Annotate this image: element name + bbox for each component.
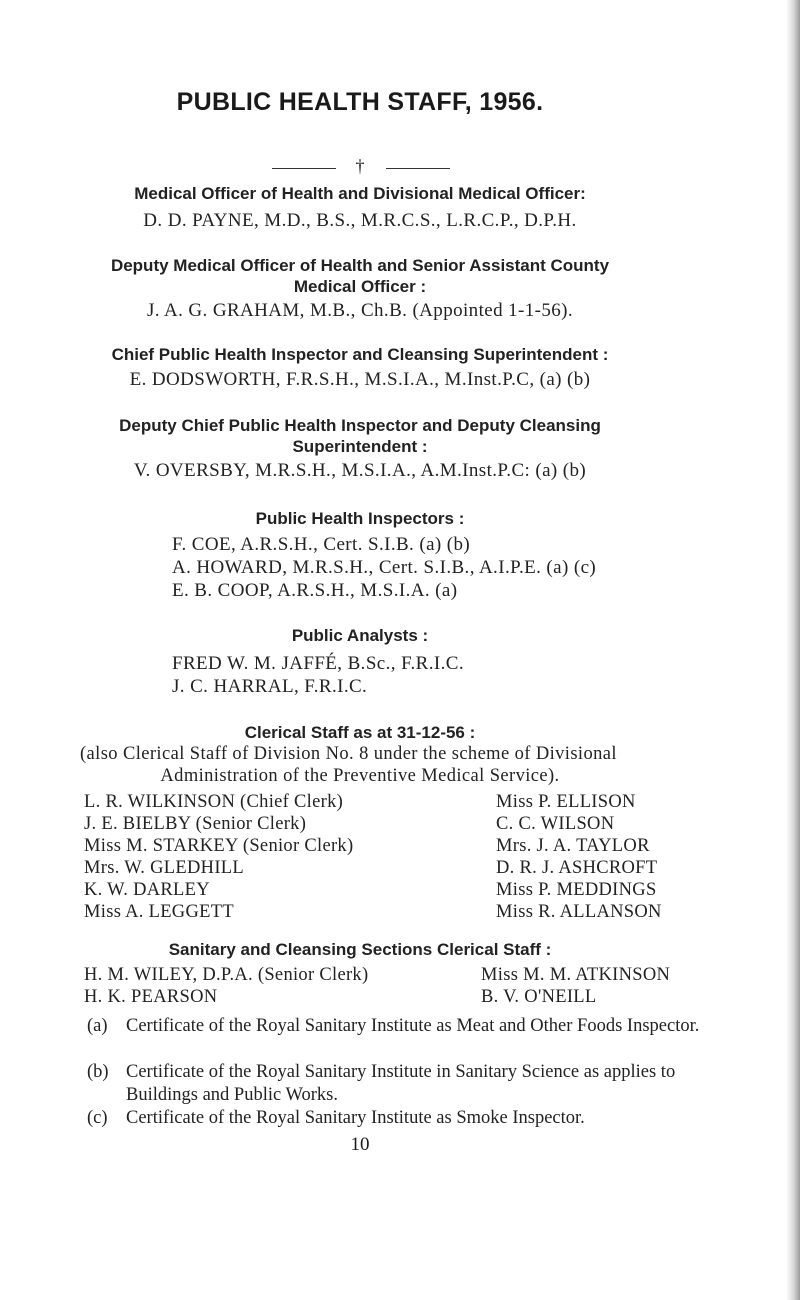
deputy-moh-name: J. A. G. GRAHAM, M.B., Ch.B. (Appointed 1-1-56). [146, 300, 574, 321]
deputy-chief-phi-name: V. OVERSBY, M.R.S.H., M.S.I.A., A.M.Inst.P.C: (a) (b) [133, 460, 587, 481]
deputy-moh-heading-1: Deputy Medical Officer of Health and Senior Assistant County [110, 256, 610, 275]
moh-name: D. D. PAYNE, M.D., B.S., M.R.C.S., L.R.C.P., D.P.H. [143, 210, 577, 231]
phi-line: F. COE, A.R.S.H., Cert. S.I.B. (a) (b) [172, 534, 471, 555]
analysts-heading: Public Analysts : [291, 626, 429, 645]
sanitary-left-column [84, 964, 368, 1008]
clerical-right-column [496, 791, 662, 923]
footnote-text: Certificate of the Royal Sanitary Institute as Smoke Inspector. [126, 1108, 585, 1128]
clerical-note-1: (also Clerical Staff of Division No. 8 under the scheme of Divisional [80, 744, 617, 764]
footnote-label: (a) [87, 1016, 108, 1036]
deputy-moh-heading-2: Medical Officer : [293, 277, 427, 296]
chief-phi-heading: Chief Public Health Inspector and Cleansing Superintendent : [111, 345, 609, 364]
sanitary-right-column [481, 964, 670, 1008]
moh-heading: Medical Officer of Health and Divisional Medical Officer: [134, 184, 586, 203]
sanitary-staff-name: Miss M. M. ATKINSON [481, 965, 671, 985]
clerical-staff-name: Miss P. ELLISON [496, 792, 636, 812]
clerical-staff-name: K. W. DARLEY [84, 880, 210, 900]
sanitary-staff-name: B. V. O'NEILL [481, 987, 597, 1007]
deputy-chief-phi-heading-2: Superintendent : [292, 437, 428, 456]
phi-line: A. HOWARD, M.R.S.H., Cert. S.I.B., A.I.P.E. (a) (c) [172, 557, 597, 578]
phi-line: E. B. COOP, A.R.S.H., M.S.I.A. (a) [172, 580, 458, 601]
sanitary-staff-name: H. K. PEARSON [84, 987, 218, 1007]
analyst-line: J. C. HARRAL, F.R.I.C. [172, 676, 368, 697]
clerical-staff-name: C. C. WILSON [496, 814, 615, 834]
footnote-c [87, 1107, 747, 1132]
sanitary-heading: Sanitary and Cleansing Sections Clerical Staff : [168, 940, 552, 959]
clerical-staff-name: L. R. WILKINSON (Chief Clerk) [84, 792, 344, 812]
footnote-b [87, 1061, 747, 1105]
clerical-staff-name: Mrs. J. A. TAYLOR [496, 836, 650, 856]
page-number: 10 [350, 1134, 370, 1155]
footnote-text: Certificate of the Royal Sanitary Institute as Meat and Other Foods Inspector. [126, 1016, 700, 1036]
dagger-ornament: † [355, 156, 365, 176]
clerical-left-column [84, 791, 353, 923]
clerical-staff-name: J. E. BIELBY (Senior Clerk) [84, 814, 307, 834]
clerical-note-2: Administration of the Preventive Medical Service). [160, 766, 560, 786]
clerical-staff-name: Miss M. STARKEY (Senior Clerk) [84, 836, 354, 856]
clerical-staff-name: D. R. J. ASHCROFT [496, 858, 658, 878]
clerical-heading: Clerical Staff as at 31-12-56 : [244, 723, 476, 742]
footnote-label: (c) [87, 1108, 108, 1128]
page-title: PUBLIC HEALTH STAFF, 1956. [176, 88, 544, 116]
clerical-staff-name: Miss A. LEGGETT [84, 902, 234, 922]
phi-heading: Public Health Inspectors : [255, 509, 465, 528]
chief-phi-name: E. DODSWORTH, F.R.S.H., M.S.I.A., M.Inst.P.C, (a) (b) [129, 369, 591, 390]
sanitary-staff-name: H. M. WILEY, D.P.A. (Senior Clerk) [84, 965, 369, 985]
footnote-text: Certificate of the Royal Sanitary Institute in Sanitary Science as applies to Buildings and Public Works. [126, 1062, 676, 1105]
footnote-label: (b) [87, 1062, 109, 1082]
footnote-a [87, 1015, 747, 1040]
clerical-staff-name: Mrs. W. GLEDHILL [84, 858, 244, 878]
divider-right [386, 168, 450, 169]
clerical-staff-name: Miss R. ALLANSON [496, 902, 662, 922]
analyst-line: FRED W. M. JAFFÉ, B.Sc., F.R.I.C. [172, 653, 465, 674]
deputy-chief-phi-heading-1: Deputy Chief Public Health Inspector and Deputy Cleansing [119, 416, 601, 435]
clerical-staff-name: Miss P. MEDDINGS [496, 880, 657, 900]
